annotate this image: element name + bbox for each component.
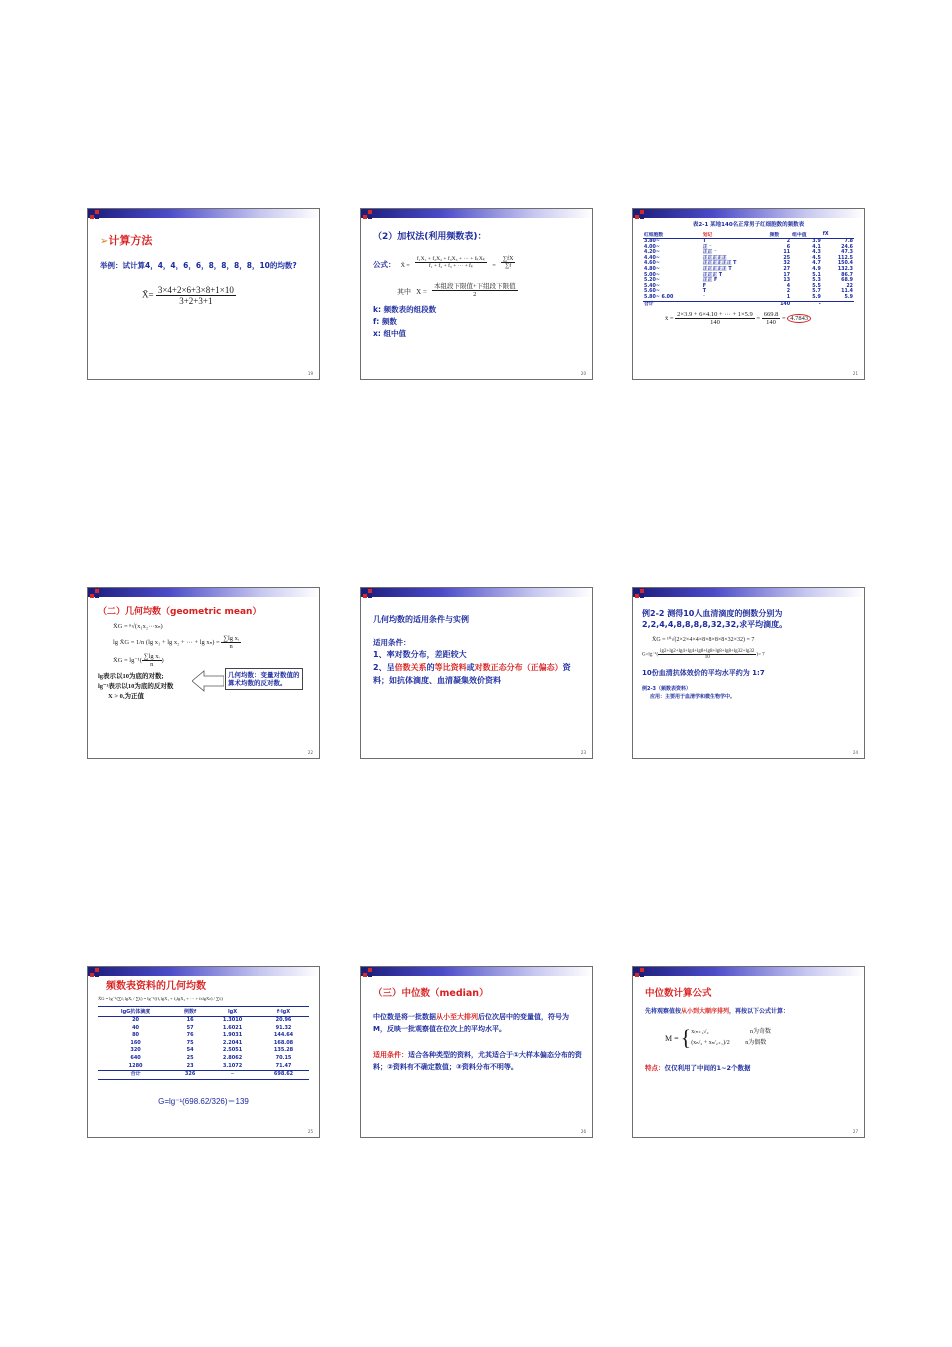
page-number: 21: [852, 371, 858, 376]
result-value: 4.7843: [787, 314, 811, 323]
table-row: 5.40~ F 4 5.5 22: [644, 283, 853, 289]
example-title: 例2-3（频数表资料）: [642, 686, 692, 692]
table-total-row: 合计 326 ─ 698.62: [98, 1071, 309, 1080]
median-intro: 先将观察值按从小到大顺序排列，再按以下公式计算：: [645, 1008, 790, 1015]
median-note: 特点：仅仅利用了中间的1~2个数据: [645, 1064, 751, 1072]
condition-item-1: 1、率对数分布，差距较大: [373, 650, 467, 659]
logo-icon: [363, 968, 373, 978]
table-row: 4.00~ 正 ⁻ 6 4.1 24.6: [644, 244, 853, 250]
mean-calculation: x̄ = $\frac{2\times 3.9 + 6\times 4.10 + \cdot\cdot\cdot + 1\times 5.9}{140}$ = $\frac{669.8}{140}$ = 4.7843: [665, 311, 854, 326]
table-row: 40 57 1.6021 91.32: [132, 1024, 292, 1031]
titer-table: [98, 1006, 309, 1080]
slide-header-bar: [361, 588, 592, 597]
page-number: 24: [852, 750, 858, 755]
median-formula: M = { x₍ₙ₊₁₎/₂ n为奇数 (xₙ/₂ + xₙ/₂₊₁)/2 n为偶数: [665, 1025, 772, 1050]
example-text: 举例：试计算4，4，4，6，6，8，8，8，8，10的均数?: [100, 261, 297, 270]
slide-title: 例2-2 测得10人血清滴度的倒数分别为2,2,4,4,8,8,8,8,32,32,求平均滴度。: [642, 609, 788, 629]
slide-title: 频数表资料的几何均数: [106, 981, 206, 992]
column-header: lgX: [207, 1007, 258, 1017]
definition-item: f: 频数: [373, 317, 397, 326]
slide-title: （二）几何均数（geometric mean）: [98, 607, 262, 617]
table-row: 5.20~ 正正 F 13 5.3 68.9: [644, 278, 853, 284]
slide-title: ➢计算方法: [100, 234, 153, 247]
slide-header-bar: [361, 967, 592, 976]
table-row: 80 76 1.9031 144.64: [132, 1032, 294, 1039]
definition-item: x: 组中值: [373, 329, 406, 338]
note-line: lg⁻¹表示以10为底的反对数: [98, 683, 174, 690]
slide-header-bar: [633, 209, 864, 218]
note-line: lg表示以10为底的对数;: [98, 673, 164, 680]
result-text: G=lg⁻¹(698.62/326)＝139: [158, 1096, 249, 1106]
logo-icon: [363, 589, 373, 599]
column-header: 红细胞数: [643, 231, 702, 239]
definition-item: k: 频数表的组段数: [373, 305, 437, 314]
column-header: fX: [822, 231, 854, 239]
column-header: 组中值: [791, 231, 822, 239]
column-header: 例数f: [173, 1007, 207, 1017]
table-title: 表2-1 某地140名正常男子红细胞数的频数表: [692, 222, 805, 228]
column-header: 划记: [702, 231, 769, 239]
titer-formula-1: X̄G = ¹⁰√(2×2×4×4×8×8×8×8×32×32) = 7: [652, 637, 755, 643]
geometric-mean-callout: 几何均数：变量对数值的算术均数的反对数。: [225, 668, 303, 690]
page-number: 26: [580, 1129, 586, 1134]
slide-23: [360, 587, 593, 759]
titer-formula-2: G=lg⁻¹( $\frac{\lg 2+\lg 2+\lg 4+\lg 4+\lg 8+\lg 8+\lg 8+\lg 8+\lg 32+\lg 32}{10}$ )= 7: [642, 649, 765, 660]
slide-24: [632, 587, 865, 759]
slide-25: [87, 966, 320, 1138]
table-row: 3.80~ T 2 3.9 7.8: [644, 239, 853, 244]
logo-icon: [635, 589, 645, 599]
geometric-formula-3: X̄G = lg⁻¹( $\frac{\text{∑lg xᵢ}}{n}$ ): [113, 653, 164, 668]
table-row: 320 54 2.5051 135.28: [130, 1047, 294, 1054]
slide-header-bar: [633, 588, 864, 597]
table-row: 20 16 1.3010 20.96: [132, 1017, 292, 1023]
table-row: 640 25 2.8062 70.15: [130, 1054, 292, 1061]
geometric-formula-1: X̄G = ⁿ√(x₁x₂···xₙ): [113, 623, 163, 630]
slide-title: 中位数计算公式: [645, 988, 712, 999]
slide-title: 几何均数的适用条件与实例: [373, 615, 469, 624]
slide-header-bar: [88, 588, 319, 597]
logo-icon: [363, 210, 373, 220]
weighted-formula: 公式： X̄ = $\frac{\text{f₁X₁ + f₂X₂ + f₃X₃ + ··· + fₖXₖ}}{\text{f₁ + f₂ + f₃ + ··· + fₖ}}$ = $\frac{\sum fX}{\sum f}$: [373, 256, 514, 269]
table-row: 4.20~ 正正 ⁻ 11 4.3 47.3: [644, 250, 853, 256]
arrow-left-icon: [192, 670, 224, 692]
arrow-bullet-icon: ➢: [100, 236, 109, 247]
conditions-label: 适用条件：: [373, 638, 411, 647]
slide-20: [360, 208, 593, 380]
note-line: X > 0,为正值: [108, 693, 145, 700]
condition-item-2: 2、呈倍数关系的等比资料或对数正态分布（正偏态）资料；如抗体滴度、血清凝集效价资料: [373, 663, 571, 685]
definitions-list: [373, 304, 582, 340]
table-row: 4.60~ 正正正正正正 T 32 4.7 150.4: [644, 261, 853, 267]
column-header: lgG抗体滴度: [98, 1007, 173, 1017]
median-odd-case: x₍ₙ₊₁₎/₂ n为奇数: [691, 1029, 772, 1035]
midpoint-formula: 其中 X = $\frac{\text{本组段下限值+下组段下限值}}{2}$: [397, 283, 516, 298]
logo-icon: [90, 589, 100, 599]
geometric-formula-2: lg X̄G = 1/n (lg x₁ + lg x₂ + ··· + lg xₙ) = $\frac{\text{∑lg xᵢ}}{n}$: [113, 635, 239, 650]
slide-title: （三）中位数（median）: [373, 988, 489, 999]
table-row: 5.00~ 正正正 T 17 5.1 86.7: [644, 272, 853, 278]
logo-icon: [635, 210, 645, 220]
slide-22: [87, 587, 320, 759]
slide-26: [360, 966, 593, 1138]
table-row: 4.80~ 正正正正正 T 27 4.9 132.3: [644, 266, 853, 272]
page-number: 19: [307, 371, 313, 376]
slide-header-bar: [88, 209, 319, 218]
median-definition: 中位数是将一批数据从小至大排列后位次居中的变量值，符号为M，反映一批观察值在位次上的平均水平。: [373, 1013, 569, 1033]
page-number: 20: [580, 371, 586, 376]
page-number: 22: [307, 750, 313, 755]
table-header-row: [643, 231, 854, 239]
frequency-table: [643, 231, 854, 307]
slide-21: [632, 208, 865, 380]
table-row: 5.80~ 6.00 ⁻ 1 5.9 5.9: [644, 294, 853, 300]
table-row: 5.60~ T 2 5.7 11.4: [644, 289, 853, 295]
page-number: 23: [580, 750, 586, 755]
logo-icon: [635, 968, 645, 978]
table-header-row: [98, 1007, 309, 1017]
slide-title: （2）加权法(利用频数表)：: [373, 232, 487, 242]
slide-19: [87, 208, 320, 380]
example-body: 应用：主要用于血清学和微生物学中。: [650, 694, 736, 700]
mean-formula: X̄= $\frac{3\times 4+2\times 6+3\times 8+1\times 10}{3+2+3+1}$: [142, 285, 234, 306]
median-even-case: (xₙ/₂ + xₙ/₂₊₁)/2 n为偶数: [691, 1040, 767, 1046]
table-row: 160 75 2.2041 168.08: [130, 1039, 294, 1046]
freq-geometric-formula: X̄G = lg⁻¹(∑fᵢ lgXᵢ / ∑fᵢ) = lg⁻¹((f₁lgX₁ + f₂lgX₂ + ··· + fₙlgXₙ) / ∑fᵢ): [98, 996, 223, 1001]
conclusion-text: 10份血清抗体效价的平均水平约为 1:7: [642, 669, 765, 677]
page-number: 27: [852, 1129, 858, 1134]
page-number: 25: [307, 1129, 313, 1134]
median-conditions: 适用条件：适合各种类型的资料，尤其适合于①大样本偏态分布的资料；②资料有不确定数值；③资料分布不明等。: [373, 1051, 582, 1071]
slide-header-bar: [88, 967, 319, 976]
column-header: 频数: [769, 231, 791, 239]
table-total-row: 合计 140 -: [643, 301, 854, 307]
column-header: f·lgX: [258, 1007, 309, 1017]
table-row: 4.40~ 正正正正正 25 4.5 112.5: [644, 255, 853, 261]
logo-icon: [90, 210, 100, 220]
slide-27: [632, 966, 865, 1138]
slide-header-bar: [361, 209, 592, 218]
table-row: 1280 23 3.1072 71.47: [128, 1062, 292, 1069]
slide-header-bar: [633, 967, 864, 976]
